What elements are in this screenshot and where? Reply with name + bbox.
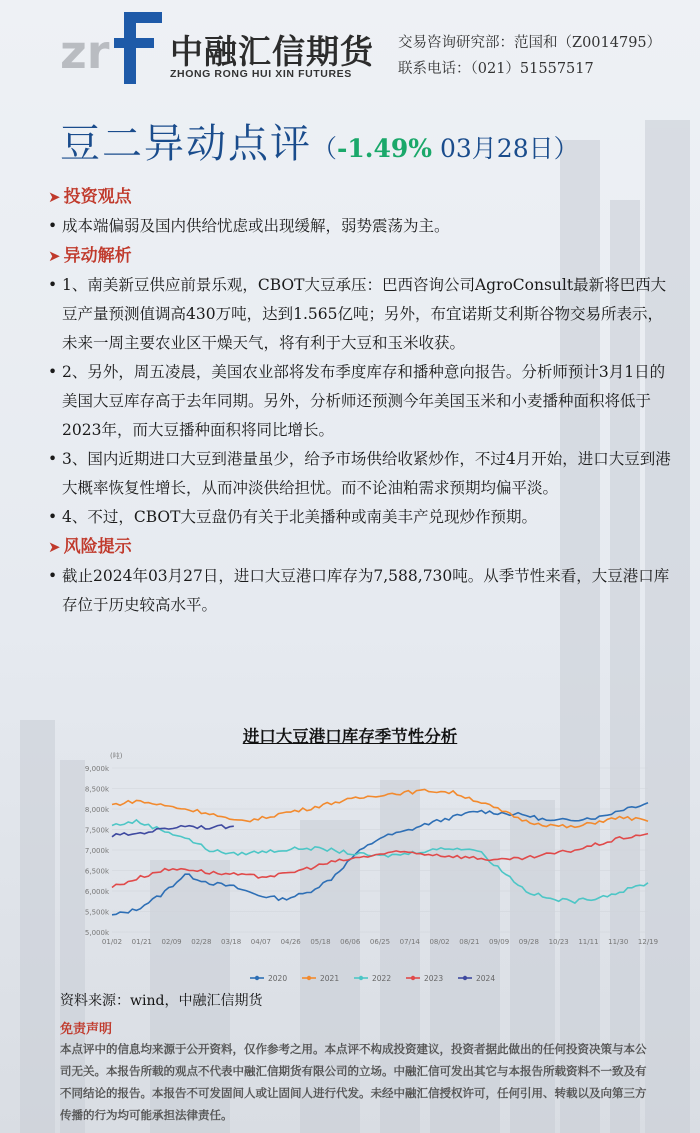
x-tick-label: 08/02: [429, 938, 450, 946]
x-tick-label: 05/18: [310, 938, 331, 946]
y-tick-label: 8,000k: [84, 806, 109, 814]
chevron-right-icon: ➤: [48, 247, 61, 265]
contact-info: [398, 30, 661, 82]
disclaimer-title: 免责声明: [60, 1022, 113, 1037]
x-tick-label: 12/19: [637, 938, 659, 946]
title-change-percent: -1.49%: [337, 134, 433, 163]
list-item: • 4、不过，CBOT大豆盘仍有关于北美播种或南美丰产兑现炒作预期。: [48, 503, 672, 532]
chart-title: 进口大豆港口库存季节性分析: [242, 727, 458, 746]
legend-entry: 2022: [372, 974, 392, 983]
x-tick-label: 02/28: [191, 938, 212, 946]
list-item: • 1、南美新豆供应前景乐观，CBOT大豆承压：巴西咨询公司AgroConsult最新将巴西大豆产量预测值调高430万吨，达到1.565亿吨；另外，布宜诺斯艾利斯谷物交易所表示，未来一周主要农业区干燥天气，将有利于大豆和玉米收获。: [48, 271, 672, 358]
list-item: • 成本端偏弱及国内供给忧虑或出现缓解，弱势震荡为主。: [48, 212, 672, 241]
y-tick-label: 5,000k: [84, 929, 109, 937]
x-tick-label: 10/23: [548, 938, 569, 946]
chevron-right-icon: ➤: [48, 538, 61, 556]
logo-chinese-name: 中融汇信期货: [170, 32, 374, 71]
x-tick-label: 09/09: [489, 938, 510, 946]
x-tick-label: 04/26: [280, 938, 301, 946]
logo-english-name: ZHONG RONG HUI XIN FUTURES: [170, 68, 352, 80]
seasonal-line-chart: [84, 746, 660, 991]
y-tick-label: 8,500k: [84, 785, 109, 794]
section-analysis: ➤ 异动解析: [48, 246, 132, 266]
y-tick-label: 6,500k: [84, 867, 109, 876]
series-line-2022: [112, 820, 648, 903]
legend-marker: [307, 976, 311, 980]
y-tick-label: 7,500k: [84, 826, 109, 835]
title-date: 03月28日）: [432, 134, 579, 163]
x-tick-label: 08/21: [459, 938, 480, 946]
contact-phone: 联系电话：（021）51557517: [398, 61, 594, 77]
x-tick-label: 02/09: [161, 938, 182, 946]
legend-marker: [359, 976, 363, 980]
legend-entry: 2024: [476, 974, 496, 983]
x-tick-label: 01/21: [131, 938, 152, 946]
legend-entry: 2023: [424, 974, 444, 983]
x-tick-label: 03/18: [221, 938, 242, 946]
x-tick-label: 11/30: [608, 938, 629, 946]
list-item: • 3、国内近期进口大豆到港量虽少，给予市场供给收紧炒作，不过4月开始，进口大豆到港大概率恢复性增长，从而冲淡供给担忧。而不论油粕需求预期均偏平淡。: [48, 445, 672, 503]
company-logo: [58, 12, 378, 84]
list-item: • 截止2024年03月27日，进口大豆港口库存为7,588,730吨。从季节性来看，大豆港口库存位于历史较高水平。: [48, 562, 672, 620]
x-tick-label: 11/11: [578, 938, 599, 946]
list-item: • 2、另外，周五凌晨，美国农业部将发布季度库存和播种意向报告。分析师预计3月1日的美国大豆库存高于去年同期。另外，分析师还预测今年美国玉米和小麦播种面积将低于2023年，而大豆播种面积将同比增长。: [48, 358, 672, 445]
y-tick-label: 7,000k: [84, 847, 109, 855]
x-tick-label: 09/28: [518, 938, 539, 946]
legend-marker: [463, 976, 467, 980]
legend-entry: 2020: [268, 974, 288, 983]
title-paren: （: [312, 134, 338, 163]
y-tick-label: 6,000k: [84, 888, 109, 896]
section-risk: ➤ 风险提示: [48, 537, 132, 557]
header: [0, 0, 700, 100]
y-tick-label: 5,500k: [84, 908, 109, 917]
disclaimer-body: 本点评中的信息均来源于公开资料，仅作参考之用。本点评不构成投资建议，投资者据此做出的任何投资决策与本公司无关。本报告所载的观点不代表中融汇信期货有限公司的立场。中融汇信可发出其它与本报告所载资料不一致及有不同结论的报告。本报告不可发固间人或让固间人进行代发。未经中融汇信授权许可，任何引用、转载以及向第三方传播的行为均可能承担法律责任。: [60, 1042, 647, 1122]
legend-marker: [255, 976, 259, 980]
y-tick-label: 9,000k: [84, 765, 109, 773]
page-title: [60, 112, 579, 172]
x-tick-label: 01/02: [101, 938, 123, 946]
contact-analyst: 交易咨询研究部：范国和（Z0014795）: [398, 35, 662, 51]
x-tick-label: 06/25: [369, 938, 391, 946]
series-line-2020: [112, 803, 648, 915]
report-content: [48, 182, 672, 620]
legend-entry: 2021: [320, 974, 340, 983]
section-investment-view: ➤ 投资观点: [48, 187, 132, 207]
x-tick-label: 06/06: [340, 938, 361, 946]
series-line-2021: [112, 789, 648, 827]
zrf-logo-icon: [58, 12, 168, 84]
x-tick-label: 07/14: [399, 938, 420, 946]
chevron-right-icon: ➤: [48, 188, 61, 206]
title-main: 豆二异动点评: [60, 121, 312, 167]
x-tick-label: 04/07: [250, 938, 271, 946]
svg-text:zr: zr: [60, 25, 110, 79]
y-axis-unit-label: (吨): [110, 752, 123, 760]
legend-marker: [411, 976, 415, 980]
data-source: 资料来源：wind，中融汇信期货: [60, 993, 263, 1009]
